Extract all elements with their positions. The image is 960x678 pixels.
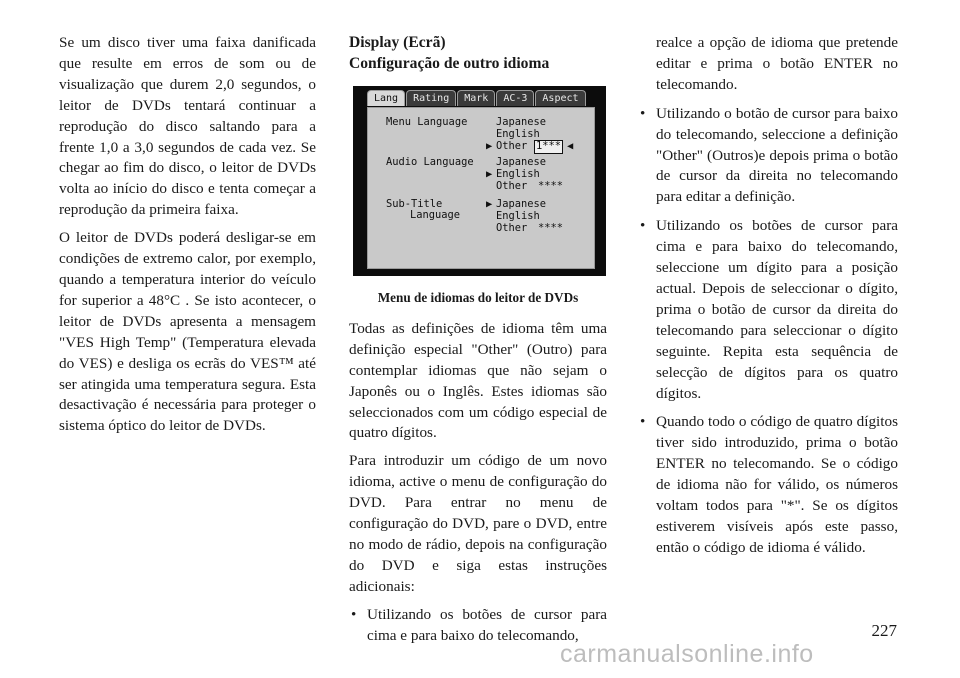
menu-selected-marker: ▶	[486, 140, 493, 152]
subtitle-selected-marker: ▶	[486, 198, 493, 210]
subtitle-option-other: Other	[496, 222, 528, 234]
tab-rating: Rating	[406, 90, 456, 106]
right-column	[638, 33, 898, 567]
menu-option-japanese: Japanese	[496, 116, 547, 128]
dvd-language-menu-screen	[353, 86, 606, 276]
figure-caption: Menu de idiomas do leitor de DVDs	[377, 290, 579, 305]
tab-lang: Lang	[367, 90, 405, 106]
section-heading: Display (Ecrã)	[349, 34, 446, 51]
paragraph-damaged-track: Se um disco tiver uma faixa danificada que resulte em erros de som ou de visualização que durem 2,0 segundos, o leitor de DVDs tentará continuar a reprodução do disco saltando para a frente 1,0 a 3,0 segundos de cada vez. Se chegar ao fim do disco, o leitor de DVDs volta ao início do disco e tenta começar a reprodução da primeira faixa.	[59, 34, 316, 219]
menu-other-code: 1***	[536, 140, 562, 152]
tab-aspect: Aspect	[535, 90, 585, 106]
instruction-list	[638, 104, 898, 559]
audio-option-japanese: Japanese	[496, 156, 547, 168]
middle-column	[349, 33, 607, 655]
paragraph-overheat: O leitor de DVDs poderá desligar-se em condições de extremo calor, por exemplo, quando a temperatura interior do veículo for superior a 48°C . Se isto acontecer, o leitor de DVDs apresenta a mensagem "VES High Temp" (Temperatura elevada do VES) e desliga os ecrãs do VES™ até ser atingida uma temperatura segura. Esta desactivação é necessária para proteger o sistema óptico do leitor de DVDs.	[59, 229, 316, 435]
instruction-item: • Utilizando os botões de cursor para cima e para baixo do telecomando,	[349, 605, 607, 647]
subtitle-other-code: ****	[538, 222, 564, 234]
instruction-item: • Utilizando o botão de cursor para baixo do telecomando, seleccione a definição "Other" (Outros)e depois prima o botão de cursor da direita no telecomando para editar a definição.	[638, 104, 898, 209]
menu-tabs	[367, 90, 587, 107]
instruction-continuation: realce a opção de idioma que pretende editar e prima o botão ENTER no telecomando.	[656, 34, 898, 93]
subtitle-language-label-line2: Language	[410, 209, 461, 221]
paragraph-other-setting: Todas as definições de idioma têm uma definição especial "Other" (Outro) para contemplar idiomas que não sejam o Japonês ou o Inglês. Estes idiomas são seleccionados com um código especial de quatro dígitos.	[349, 319, 607, 442]
paragraph-enter-code: Para introduzir um código de um novo idioma, active o menu de configuração do DVD. Para entrar no menu de configuração do DVD, pare o DVD, entre no modo de rádio, depois na configuração do DVD e siga estas instruções adicionais:	[349, 452, 607, 595]
subtitle-option-japanese: Japanese	[496, 198, 547, 210]
subtitle-option-english: English	[496, 210, 540, 222]
instruction-item: • Utilizando os botões de cursor para cima e para baixo do telecomando, seleccione um dígito para a posição actual. Depois de seleccionar o dígito, prima o botão de cursor da direita do telecomando para seleccionar o dígito seguinte. Repita esta sequência de selecção de dígitos para os quatro dígitos.	[638, 216, 898, 404]
left-column	[59, 33, 316, 444]
audio-option-other: Other	[496, 180, 528, 192]
subtitle-language-label-line1: Sub-Title	[386, 198, 443, 210]
audio-selected-marker: ▶	[486, 168, 493, 180]
audio-option-english: English	[496, 168, 540, 180]
watermark: carmanualsonline.info	[560, 640, 814, 668]
subsection-heading: Configuração de outro idioma	[349, 54, 550, 72]
menu-option-other: Other	[496, 140, 528, 152]
menu-language-label: Menu Language	[386, 116, 468, 128]
menu-option-english: English	[496, 128, 540, 140]
audio-other-code: ****	[538, 180, 564, 192]
tab-mark: Mark	[457, 90, 495, 106]
audio-language-label: Audio Language	[386, 156, 474, 168]
instruction-item: • Quando todo o código de quatro dígitos tiver sido introduzido, prima o botão ENTER no telecomando. Se o código de idioma não for válido, os números voltam todos para "*". Se os dígitos estiverem visíveis após este passo, então o código de idioma é válido.	[638, 412, 898, 558]
menu-selected-marker-end: ◀	[567, 140, 574, 152]
tab-ac3: AC-3	[496, 90, 534, 106]
page-number: 227	[871, 621, 897, 640]
language-settings-panel	[367, 107, 595, 269]
